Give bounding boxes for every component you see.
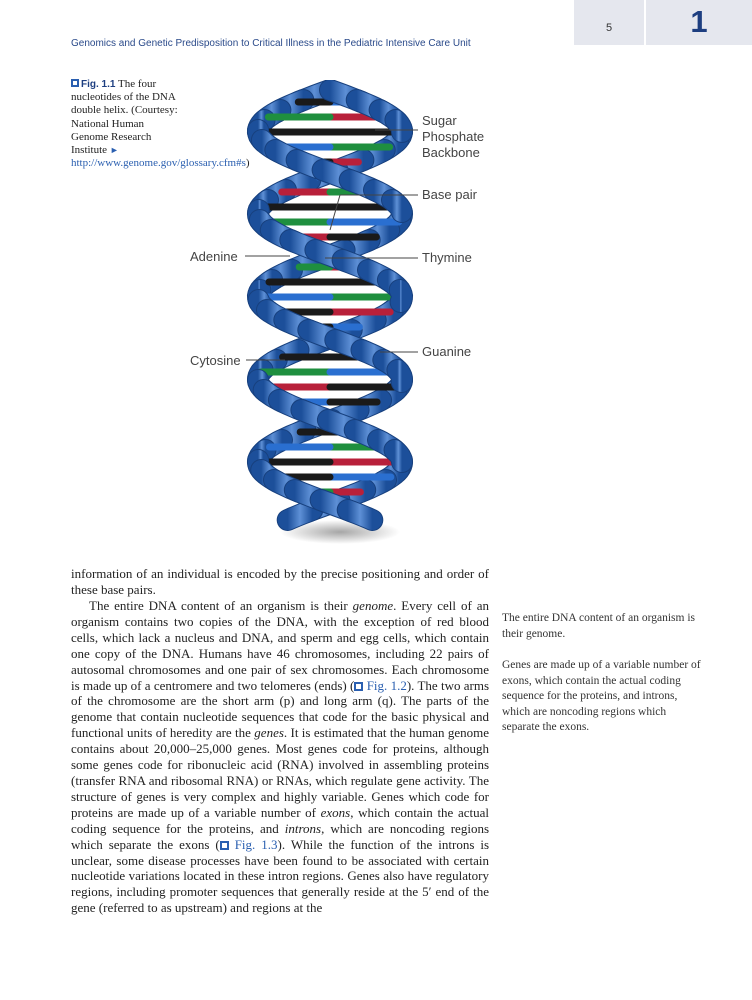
label-phosphate: Phosphate [422,129,485,144]
helix-group [258,90,402,544]
figure-marker-icon [71,79,79,87]
body-paragraph-1: information of an individual is encoded by the precise positioning and order of these base pairs. [71,566,489,597]
label-adenine: Adenine [190,249,238,264]
p2-text-a: The entire DNA content of an organism is their [89,598,353,613]
p2-text-b: . Every cell of an organism contains two copies of the DNA, with the exception of red blood cells, which lack a nucleus and DNA, and sperm and egg cells, which contain one copy of the DNA. Humans have 46 chromosomes, including 22 pairs of autosomal chromosomes and one pair of sex chromosomes. Each chromosome is made up of a centromere and two telomeres (ends) ( [71,598,489,693]
page-number-box [574,0,644,45]
caption-end: ) [245,157,250,170]
p2-text-f: , which are noncoding regions which separate the exons ( [71,820,490,852]
label-thymine: Thymine [422,250,472,265]
term-exons: exons [320,804,351,820]
dna-helix-figure [180,80,490,550]
caption-link[interactable]: http://www.genome.gov/glossary.cfm#s [71,157,246,170]
label-cytosine: Cytosine [190,353,241,368]
link-arrow-icon: ► [109,145,119,156]
page-number: 5 [605,22,613,34]
p2-text-c: ). The two arms of the chromosome are the short arm (p) and long arm (q). The parts of the genome that contain nucleotide sequences that code for the basic physical and functional units of heredity are the [71,677,490,741]
body-paragraph-2 [71,598,489,916]
p2-text-d: . It is estimated that the human genome contains about 20,000–25,000 genes. Most genes code for proteins, although some genes code for ribonucleic acid (RNA) involved in assembling proteins (transfer RNA and ribosomal RNA) or RNAs, which regulate gene activity. The structure of genes is very complex and highly variable. Genes which code for proteins are made up of a variable number of [71,725,489,820]
chapter-number: 1 [690,4,708,39]
strand-b-segment [392,200,402,212]
figure-ref-1[interactable]: Fig. 1.2 [366,677,407,693]
p2-text-e: , which contain the actual coding sequence for the proteins, and [71,804,489,836]
chapter-tab [646,0,752,45]
running-head: Genomics and Genetic Predisposition to Critical Illness in the Pediatric Intensive Care Unit [71,38,471,49]
margin-note-genes: Genes are made up of a variable number of exons, which contain the actual coding sequence for the proteins, and introns, which are noncoding regions which separate the exons. [502,659,701,734]
label-backbone: Backbone [422,145,480,160]
caption-text: The four nucleotides of the DNA double helix. (Courtesy: National Human Genome Research Institute [71,78,178,157]
margin-note-genome: The entire DNA content of an organism is their genome. [502,612,696,640]
figure-label: Fig. 1.1 [81,79,116,90]
p2-text-g: ). While the function of the introns is unclear, some disease processes have been found to be associated with certain nucleotide variations located in these intron regions. Genes also have regulatory regions, including promoter sequences that generally reside at the 5′ end of the gene (referred to as upstream) and regions at the [71,836,490,916]
figure-ref-icon-2 [220,841,229,850]
term-genes: genes [254,725,284,741]
figure-ref-icon [354,682,363,691]
figure-ref-2[interactable]: Fig. 1.3 [234,836,278,852]
strand-a-segment [288,510,313,520]
label-base-pair: Base pair [422,187,477,202]
strand-b-segment [397,370,402,382]
strand-a-segment [395,450,403,462]
strand-a-segment [400,290,402,302]
term-genome: genome [352,598,394,613]
figure-caption [71,78,250,170]
strand-b-segment [348,510,373,520]
label-sugar: Sugar [422,113,457,128]
term-introns: introns [284,820,322,836]
label-guanine: Guanine [422,344,472,359]
